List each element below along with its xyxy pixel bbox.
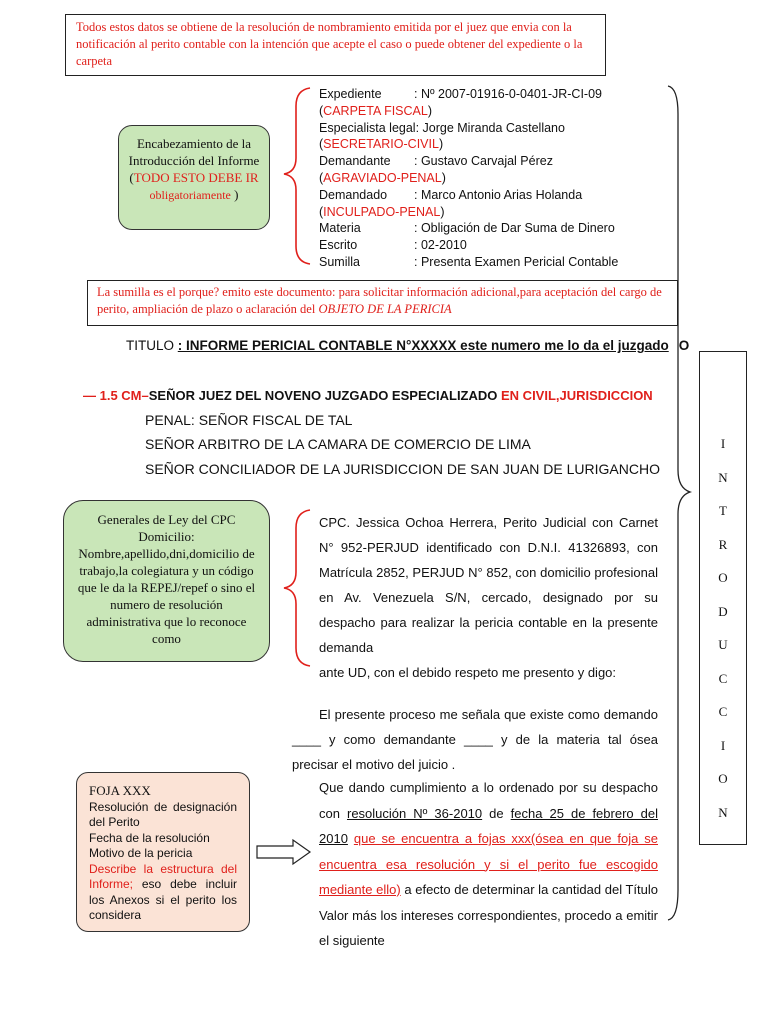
introduccion-vertical-box [699, 351, 747, 845]
introduccion-brace-icon [664, 84, 694, 924]
header-data-note [65, 14, 606, 76]
titulo-line [126, 338, 689, 353]
senor-fiscal: PENAL: SEÑOR FISCAL DE TAL [145, 412, 353, 428]
expediente-value: : Nº 2007-01916-0-0401-JR-CI-09 [414, 87, 602, 101]
inculpado-penal: INCULPADO-PENAL [323, 204, 441, 219]
especialista-legal: Especialista legal: Jorge Miranda Castellano [319, 120, 565, 135]
sumilla-note [87, 280, 678, 326]
foja-item-3: Motivo de la pericia [89, 846, 193, 860]
demandante-value: : Gustavo Carvajal Pérez [414, 154, 553, 169]
dando-paragraph [292, 775, 658, 954]
sumilla-value: : Presenta Examen Pericial Contable [414, 254, 619, 269]
dando-fojas-red: que se encuentra a fojas xxx(ósea en que foja se encuentra esa resolución y si el perito fue escogido mediante ello) [319, 831, 658, 897]
dando-efecto: efecto de determinar la cantidad del Título Valor más los intereses correspondientes, procedo a emitir el siguiente [319, 882, 659, 948]
dando-rest [292, 801, 658, 954]
generales-text: Generales de Ley del CPC Domicilio: Nombre,apellido,dni,domicilio de trabajo,la colegiatura y un código que le da la REPEJ/repef o sino el numero de resolución administrativa que lo reconoce como [77, 512, 256, 646]
escrito-label: Escrito [319, 238, 358, 253]
proceso-line-2: ____ y como demandante ____ y de la materia tal ósea precisar el motivo del juicio . [292, 732, 658, 772]
secretario-civil: SECRETARIO-CIVIL [323, 137, 439, 152]
titulo-label: TITULO [126, 338, 178, 353]
cpc-paragraph [319, 510, 658, 685]
encabezamiento-callout [118, 125, 270, 230]
carpeta-fiscal: CARPETA FISCAL [323, 103, 428, 118]
dando-con: con [319, 805, 347, 821]
side-letter: I [720, 436, 726, 451]
cpc-text: CPC. Jessica Ochoa Herrera, Perito Judicial con Carnet N° 952-PERJUD identificado con D.N.I. 41326893, con Matrícula 2852, PERJUD N° 852, con domicilio profesional en Av. Venezuela S/N, cercado, designado por su despacho para realizar la pericia contable en la presente demanda [319, 515, 658, 655]
encabezamiento-text: Encabezamiento de la Introducción del Informe ( [128, 136, 260, 185]
dando-resolucion: resolución Nº 36-2010 [346, 805, 483, 821]
foja-item-4-red: Describe la estructura del Informe; [89, 861, 237, 891]
proceso-line-1: El presente proceso me señala que existe como demando [319, 707, 658, 722]
escrito-value: : 02-2010 [414, 238, 467, 253]
margin-1-5cm: — 1.5 CM– [83, 388, 149, 403]
foja-item-2: Fecha de la resolución [89, 830, 210, 845]
side-letter: O [718, 570, 728, 585]
foja-item-4 [89, 862, 237, 924]
foja-item-4-rest: eso debe incluir los Anexos si el perito los considera [89, 877, 237, 922]
senor-conciliador: SEÑOR CONCILIADOR DE LA JURISDICCION DE SAN JUAN DE LURIGANCHO [145, 461, 660, 477]
expediente-brace-icon [282, 86, 316, 266]
side-letter: T [719, 503, 727, 518]
header-data-note-text: Todos estos datos se obtiene de la resolución de nombramiento emitida por el juez que envia con la notificación al perito contable con la intención que acepte el caso o puede obtener del expediente o la carpeta [76, 20, 583, 68]
introduccion-letters [700, 427, 746, 829]
cpc-brace-icon [282, 508, 316, 668]
side-letter: U [718, 637, 728, 652]
objeto-pericia: OBJETO DE LA PERICIA [318, 302, 452, 316]
demandante-label: Demandante [319, 154, 391, 169]
generales-de-ley-callout [63, 500, 270, 662]
side-letter: R [718, 536, 728, 552]
side-letter: N [718, 469, 728, 485]
right-arrow-icon [255, 838, 313, 866]
demandado-value: : Marco Antonio Arias Holanda [414, 187, 583, 202]
senor-juez-line [83, 388, 653, 403]
side-letter: C [718, 670, 728, 686]
dando-line-1: Que dando cumplimiento a lo ordenado por su despacho [319, 780, 658, 795]
cpc-end-text: ante UD, con el debido respeto me presento y digo: [319, 665, 617, 680]
proceso-paragraph [292, 702, 658, 777]
side-letter: D [718, 603, 728, 619]
dando-a: a [400, 882, 412, 897]
expediente-block: Expediente : Nº 2007-01916-0-0401-JR-CI-09 (CARPETA FISCAL) Especialista legal: Jorge Miranda Castellano (SECRETARIO-CIVIL) Demandante : Gustavo Carvajal Pérez (AGRAVIADO-PENAL) Demandado : Marco Antonio Arias Holanda (INCULPADO-PENAL) Materia : Obligación de Dar Suma de Dinero Escrito : 02-2010 Sumilla : Presenta Examen Pericial Contable [319, 87, 619, 269]
dando-fecha: fecha 25 de febrero del 2010 [319, 805, 659, 846]
encabezamiento-obligatorio: obligatoriamente [149, 188, 231, 202]
agraviado-penal: AGRAVIADO-PENAL [323, 170, 442, 185]
encabezamiento-red-text: TODO ESTO DEBE IR [133, 170, 259, 185]
foja-callout [76, 772, 250, 932]
side-letter: I [720, 737, 726, 753]
side-letter: C [718, 704, 728, 719]
expediente-label: Expediente [319, 87, 382, 101]
senor-juez: SEÑOR JUEZ DEL NOVENO JUZGADO ESPECIALIZADO [148, 388, 502, 403]
titulo-value: : INFORME PERICIAL CONTABLE N°XXXXX este numero me lo da el juzgado [177, 338, 669, 353]
foja-title: FOJA XXX [89, 783, 151, 798]
foja-item-1: Resolución de designación del Perito [89, 799, 237, 829]
sumilla-note-text: La sumilla es el porque? emito este documento: para solicitar información adicional,para aceptación del cargo de perito, ampliación de plazo o aclaración del [97, 285, 662, 316]
encabezamiento-close: ) [230, 187, 239, 202]
dando-de: de [482, 805, 511, 821]
side-letter: O [718, 771, 728, 786]
demandado-label: Demandado [319, 187, 388, 202]
titulo-trail: O [678, 338, 690, 353]
materia-label: Materia [319, 221, 361, 236]
sumilla-label: Sumilla [319, 254, 360, 269]
senor-arbitro: SEÑOR ARBITRO DE LA CAMARA DE COMERCIO DE LIMA [145, 436, 531, 452]
materia-value: : Obligación de Dar Suma de Dinero [414, 221, 615, 236]
side-letter: N [718, 804, 728, 820]
senor-juez-red: EN CIVIL,JURISDICCION [501, 388, 653, 403]
